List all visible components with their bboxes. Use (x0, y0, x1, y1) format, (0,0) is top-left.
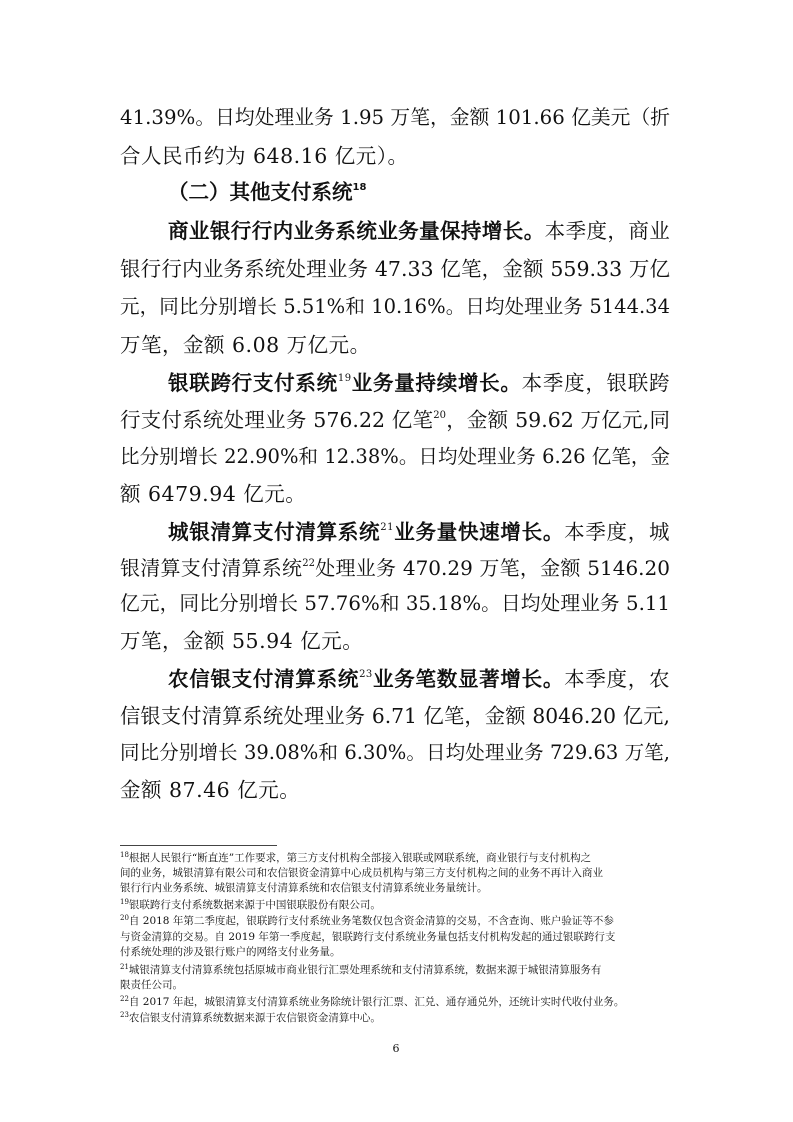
bank-internal-line-1 (168, 216, 670, 246)
section-heading-text: （二）其他支付系统 (168, 180, 353, 204)
footnote-23-number: 23 (120, 1011, 129, 1019)
footnote-20-line-3: 付系统处理的涉及银行账户的网络支付业务量。 (120, 946, 341, 958)
bank-internal-line-2: 银行行内业务系统处理业务 47.33 亿笔，金额 559.33 万亿 (120, 257, 670, 281)
footnote-21-number: 21 (120, 963, 129, 971)
footnote-ref-18: 18 (352, 182, 367, 193)
footnote-20-text-1: 自 2018 年第二季度起，银联跨行支付系统业务笔数仅包含资金清算的交易，不含查询、账户验证等不参 (128, 915, 614, 927)
footnote-ref-21: 21 (380, 522, 395, 533)
footnote-21-line-2: 限责任公司。 (120, 979, 183, 991)
footnote-18-line-1 (120, 851, 670, 866)
footnote-20-line-2: 与资金清算的交易。自 2019 年第一季度起，银联跨行支付系统业务量包括支付机构发起的通过银联跨行支 (120, 931, 616, 943)
footnote-ref-22: 22 (302, 558, 315, 569)
rural-lead-b: 业务笔数显著增长。 (372, 667, 565, 691)
section-heading (168, 177, 366, 207)
bank-internal-line-1-tail: 本季度，商业 (544, 219, 671, 243)
intro-line-1: 41.39%。日均处理业务 1.95 万笔，金额 101.66 亿美元（折 (120, 106, 670, 129)
unionpay-line-2-a: 行支付系统处理业务 576.22 亿笔 (120, 408, 434, 432)
footnote-18-number: 18 (120, 851, 129, 859)
rural-line-4: 金额 87.46 亿元。 (120, 778, 301, 802)
rural-line-2: 信银支付清算系统处理业务 6.71 亿笔，金额 8046.20 亿元, (120, 704, 670, 728)
bank-internal-line-3: 元，同比分别增长 5.51%和 10.16%。日均处理业务 5144.34 (120, 295, 670, 318)
footnote-22-line-1 (120, 995, 670, 1010)
footnote-21-line-1 (120, 963, 670, 978)
footnote-19-line-1 (120, 898, 670, 913)
intro-line-2: 合人民币约为 648.16 亿元）。 (120, 144, 409, 168)
footnote-23-line-1 (120, 1011, 670, 1026)
rural-lead-a: 农信银支付清算系统 (168, 667, 360, 691)
footnote-18-text-1: 根据人民银行“断直连”工作要求，第三方支付机构全部接入银联或网联系统，商业银行与支付机构之 (128, 852, 592, 864)
city-bank-line-3: 亿元，同比分别增长 57.76%和 35.18%。日均处理业务 5.11 (120, 592, 670, 615)
rural-line-1-tail: 本季度，农 (564, 667, 671, 691)
city-bank-line-1-tail: 本季度，城 (564, 520, 671, 544)
unionpay-lead-b: 业务量持续增长。 (351, 371, 522, 395)
city-bank-line-2-b: 处理业务 470.29 万笔，金额 5146.20 (314, 556, 670, 580)
footnote-23-text-1: 农信银支付清算系统数据来源于农信银资金清算中心。 (128, 1012, 381, 1024)
unionpay-lead-a: 银联跨行支付系统 (168, 371, 338, 395)
unionpay-line-2 (120, 405, 670, 435)
city-bank-line-1 (168, 517, 670, 547)
footnote-ref-23: 23 (359, 669, 373, 680)
unionpay-line-1 (168, 368, 670, 398)
footnote-separator (120, 845, 277, 846)
bank-internal-line-4: 万笔，金额 6.08 万亿元。 (120, 333, 371, 357)
city-bank-line-2 (120, 553, 670, 583)
footnote-20-number: 20 (120, 914, 129, 922)
unionpay-line-4: 额 6479.94 亿元。 (120, 482, 307, 506)
footnote-22-text-1: 自 2017 年起，城银清算支付清算系统业务除统计银行汇票、汇兑、通存通兑外，还统计实时代收付业务。 (128, 996, 625, 1008)
city-bank-lead-a: 城银清算支付清算系统 (168, 520, 381, 544)
footnote-ref-19: 19 (337, 373, 352, 384)
footnote-19-number: 19 (120, 898, 129, 906)
city-bank-line-4: 万笔，金额 55.94 亿元。 (120, 629, 364, 653)
unionpay-line-3: 比分别增长 22.90%和 12.38%。日均处理业务 6.26 亿笔，金 (120, 445, 670, 468)
city-bank-lead-b: 业务量快速增长。 (394, 520, 565, 544)
rural-line-1 (168, 664, 670, 694)
footnote-18-line-2: 间的业务，城银清算有限公司和农信银资金清算中心成员机构与第三方支付机构之间的业务不再计入商业 (120, 867, 603, 879)
city-bank-line-2-a: 银清算支付清算系统 (120, 556, 303, 580)
footnote-22-number: 22 (120, 995, 129, 1003)
footnote-19-text-1: 银联跨行支付系统数据来源于中国银联股份有限公司。 (128, 899, 381, 911)
unionpay-line-1-tail: 本季度，银联跨 (521, 371, 671, 395)
footnote-ref-20: 20 (433, 410, 446, 421)
bank-internal-lead: 商业银行行内业务系统业务量保持增长。 (168, 219, 545, 243)
footnote-21-text-1: 城银清算支付清算系统包括原城市商业银行汇票处理系统和支付清算系统，数据来源于城银清算服务有 (128, 964, 602, 976)
footnote-20-line-1 (120, 914, 670, 929)
footnote-18-line-3: 银行行内业务系统、城银清算支付清算系统和农信银支付清算系统业务量统计。 (120, 882, 488, 894)
unionpay-line-2-b: ，金额 59.62 万亿元,同 (445, 408, 670, 432)
page-number: 6 (392, 1042, 400, 1055)
rural-line-3: 同比分别增长 39.08%和 6.30%。日均处理业务 729.63 万笔, (120, 741, 670, 764)
